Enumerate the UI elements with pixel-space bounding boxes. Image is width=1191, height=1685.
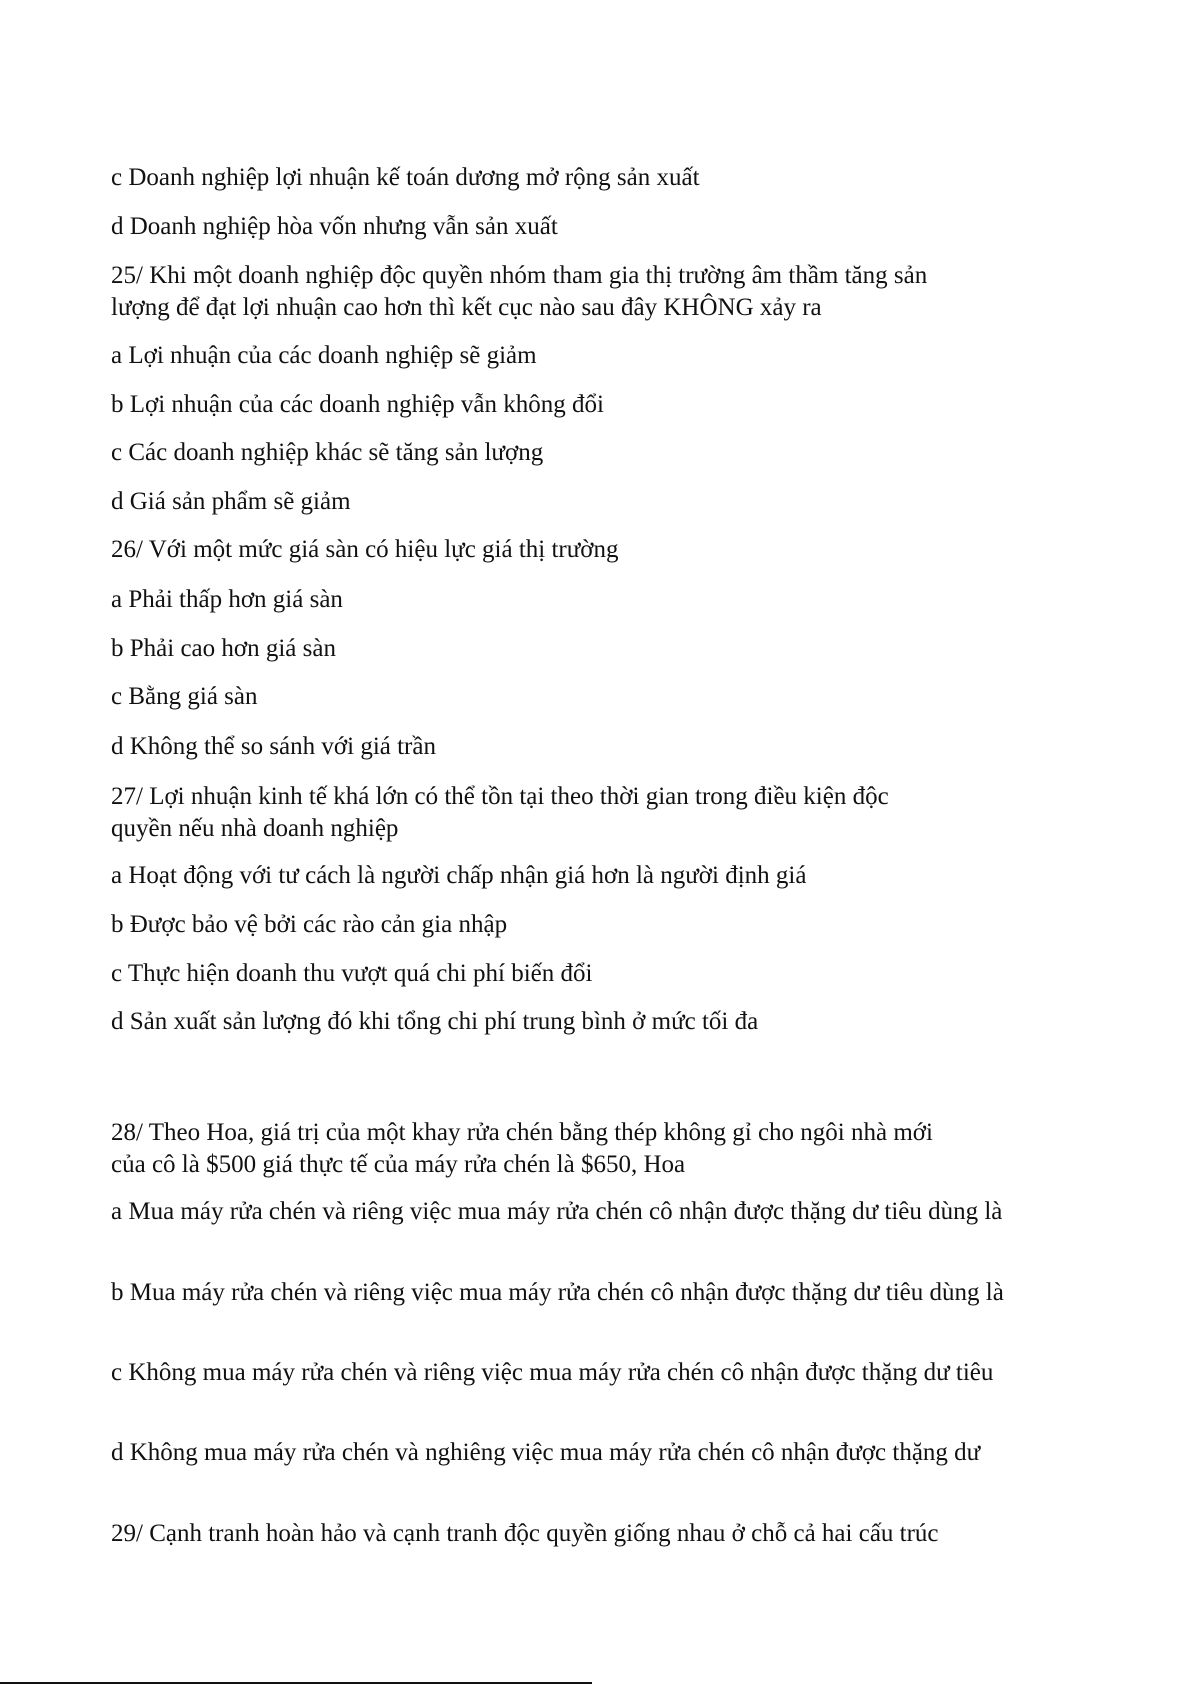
- answer-28d: d Không mua máy rửa chén và nghiêng việc mua máy rửa chén cô nhận được thặng dư: [111, 1439, 981, 1466]
- answer-24c: c Doanh nghiệp lợi nhuận kế toán dương mở rộng sản xuất: [111, 164, 700, 191]
- footer-divider: [0, 1682, 592, 1684]
- answer-25d: d Giá sản phẩm sẽ giảm: [111, 488, 351, 515]
- answer-25b: b Lợi nhuận của các doanh nghiệp vẫn không đổi: [111, 391, 604, 418]
- answer-27d: d Sản xuất sản lượng đó khi tổng chi phí trung bình ở mức tối đa: [111, 1008, 759, 1035]
- question-25-line-1: 25/ Khi một doanh nghiệp độc quyền nhóm tham gia thị trường âm thầm tăng sản: [111, 262, 928, 289]
- answer-28a: a Mua máy rửa chén và riêng việc mua máy rửa chén cô nhận được thặng dư tiêu dùng là: [111, 1198, 1003, 1225]
- answer-26b: b Phải cao hơn giá sàn: [111, 635, 336, 662]
- question-28-line-2: của cô là $500 giá thực tế của máy rửa chén là $650, Hoa: [111, 1151, 686, 1178]
- answer-28c: c Không mua máy rửa chén và riêng việc mua máy rửa chén cô nhận được thặng dư tiêu: [111, 1359, 994, 1386]
- answer-28b: b Mua máy rửa chén và riêng việc mua máy rửa chén cô nhận được thặng dư tiêu dùng là: [111, 1279, 1004, 1306]
- answer-26a: a Phải thấp hơn giá sàn: [111, 586, 343, 613]
- question-29: 29/ Cạnh tranh hoàn hảo và cạnh tranh độc quyền giống nhau ở chỗ cả hai cấu trúc: [111, 1520, 939, 1547]
- answer-25a: a Lợi nhuận của các doanh nghiệp sẽ giảm: [111, 342, 537, 369]
- answer-27a: a Hoạt động với tư cách là người chấp nhận giá hơn là người định giá: [111, 862, 807, 889]
- answer-27b: b Được bảo vệ bởi các rào cản gia nhập: [111, 911, 508, 938]
- question-28-line-1: 28/ Theo Hoa, giá trị của một khay rửa chén bằng thép không gỉ cho ngôi nhà mới: [111, 1119, 933, 1146]
- answer-25c: c Các doanh nghiệp khác sẽ tăng sản lượng: [111, 439, 544, 466]
- question-25-line-2: lượng để đạt lợi nhuận cao hơn thì kết cục nào sau đây KHÔNG xảy ra: [111, 294, 822, 321]
- question-26: 26/ Với một mức giá sàn có hiệu lực giá thị trường: [111, 536, 619, 563]
- question-27-line-1: 27/ Lợi nhuận kinh tế khá lớn có thể tồn tại theo thời gian trong điều kiện độc: [111, 783, 889, 810]
- answer-26c: c Bằng giá sàn: [111, 683, 258, 710]
- answer-24d: d Doanh nghiệp hòa vốn nhưng vẫn sản xuất: [111, 213, 558, 240]
- question-27-line-2: quyền nếu nhà doanh nghiệp: [111, 815, 399, 842]
- answer-27c: c Thực hiện doanh thu vượt quá chi phí biến đổi: [111, 960, 593, 987]
- answer-26d: d Không thể so sánh với giá trần: [111, 733, 436, 760]
